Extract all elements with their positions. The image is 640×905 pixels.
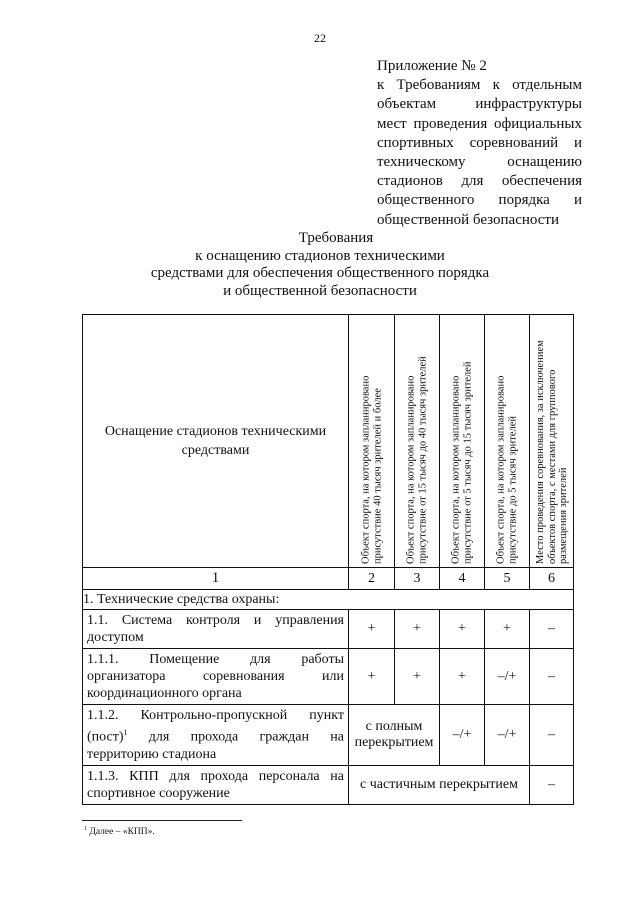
row-label <box>83 765 349 804</box>
row-label-text: 1.1.2. Контрольно-пропускной пункт (пост) <box>87 708 344 745</box>
cell-mark: – <box>530 765 574 804</box>
col-number: 6 <box>530 568 574 590</box>
cell-mark: + <box>349 649 395 705</box>
title-line: к оснащению стадионов техническими <box>195 247 445 264</box>
header-col-text: Объект спорта, на котором запланировано присутствие до 5 тысяч зрителей <box>495 375 518 564</box>
footnote-divider <box>82 820 242 821</box>
appendix-line: спортивных соревнований и <box>377 134 582 151</box>
page-number: 22 <box>314 31 326 45</box>
appendix-line: общественной безопасности <box>377 211 560 228</box>
table-header-row <box>83 315 574 568</box>
row-label-text: 1.1.3. КПП для прохода персонала на <box>87 768 344 784</box>
row-label-text: 1.1.1. Помещение для работы организатора соревнования или <box>87 652 344 684</box>
appendix-line: объектам инфраструктуры <box>377 96 582 113</box>
header-col-text: Место проведения соревнования, за исключением объектов спорта, с местами для группового размещения зрителей <box>534 340 569 564</box>
col-number: 4 <box>440 568 485 590</box>
row-label-last: координационного органа <box>87 686 242 701</box>
cell-mark: + <box>440 649 485 705</box>
row-label-text: 1.1. Система контроля и управления <box>87 613 344 628</box>
footnote-text: Далее – «КПП». <box>87 827 155 838</box>
header-main: Оснащение стадионов техническими средствами <box>83 315 349 568</box>
row-label <box>83 705 349 766</box>
table-row <box>83 705 574 766</box>
header-col-5 <box>485 315 530 568</box>
cell-mark: + <box>395 610 440 649</box>
appendix-line: мест проведения официальных <box>377 115 582 132</box>
title-line: и общественной безопасности <box>223 282 417 299</box>
appendix-line: общественного порядка и <box>377 192 582 209</box>
cell-merged: с частичным перекрытием <box>349 765 530 804</box>
row-label-last: территорию стадиона <box>87 746 217 762</box>
appendix-block <box>377 57 582 230</box>
footnote-ref: 1 <box>123 728 128 737</box>
column-number-row <box>83 568 574 590</box>
cell-mark: –/+ <box>485 705 530 766</box>
footnote-mark: 1 <box>84 826 87 832</box>
cell-mark: + <box>440 610 485 649</box>
footnote <box>84 826 155 837</box>
col-number: 2 <box>349 568 395 590</box>
cell-mark: –/+ <box>440 705 485 766</box>
title-line: Требования <box>298 230 374 246</box>
header-col-text: Объект спорта, на котором запланировано присутствие от 5 тысяч до 15 тысяч зрителей <box>450 361 473 564</box>
cell-merged: с полным перекрытием <box>349 705 440 766</box>
row-label <box>83 610 349 649</box>
table-row <box>83 610 574 649</box>
appendix-title: Приложение № 2 <box>377 58 487 74</box>
document-title <box>0 230 640 300</box>
cell-mark: – <box>530 610 574 649</box>
cell-mark: + <box>485 610 530 649</box>
cell-mark: – <box>530 649 574 705</box>
row-label-last: доступом <box>87 630 144 645</box>
row-label-text: для прохода граждан на <box>127 729 344 745</box>
header-col-6 <box>530 315 574 568</box>
col-number: 5 <box>485 568 530 590</box>
table-row <box>83 649 574 705</box>
header-col-4 <box>440 315 485 568</box>
section-row <box>83 590 574 610</box>
section-heading: 1. Технические средства охраны: <box>83 590 574 610</box>
col-number: 3 <box>395 568 440 590</box>
requirements-table <box>82 314 574 805</box>
row-label <box>83 649 349 705</box>
cell-mark: + <box>349 610 395 649</box>
appendix-line: стадионов для обеспечения <box>377 173 582 190</box>
title-line: средствами для обеспечения общественного порядка <box>150 265 490 281</box>
header-col-2 <box>349 315 395 568</box>
header-col-3 <box>395 315 440 568</box>
col-number: 1 <box>83 568 349 590</box>
cell-mark: – <box>530 705 574 766</box>
row-label-last: спортивное сооружение <box>87 785 230 801</box>
cell-mark: –/+ <box>485 649 530 705</box>
cell-mark: + <box>395 649 440 705</box>
header-col-text: Объект спорта, на котором запланировано присутствие от 15 тысяч до 40 тысяч зрителей <box>405 356 428 564</box>
appendix-line: к Требованиям к отдельным <box>377 77 582 94</box>
table-row <box>83 765 574 804</box>
header-col-text: Объект спорта, на котором запланировано присутствие 40 тысяч зрителей и более <box>360 375 383 564</box>
appendix-line: техническому оснащению <box>377 154 582 171</box>
